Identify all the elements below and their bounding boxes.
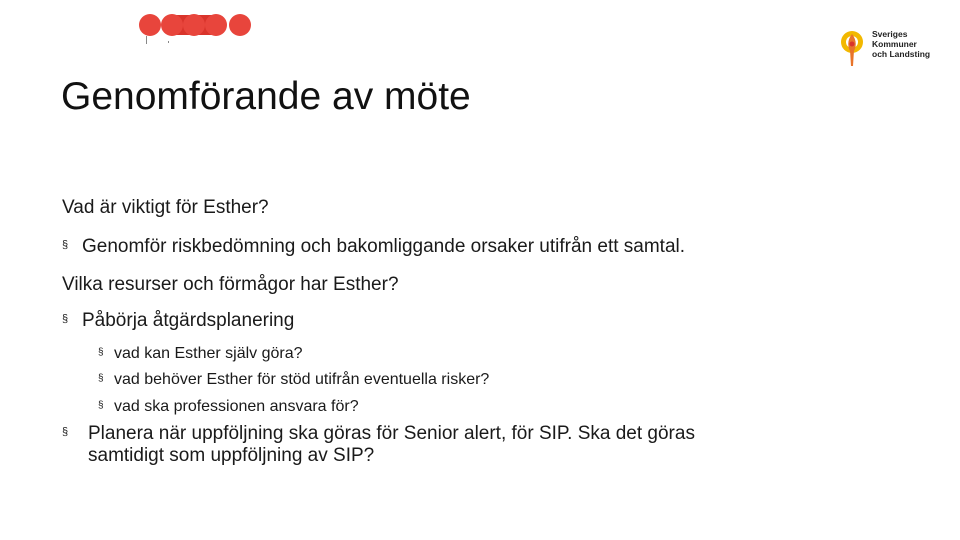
process-step-1 — [139, 14, 161, 36]
line-text: vad behöver Esther för stöd utifrån eventuella risker? — [114, 371, 490, 388]
bullet-line — [62, 310, 294, 332]
bullet-icon: § — [62, 313, 69, 325]
sub-bullet-line — [98, 345, 303, 363]
skl-logo — [838, 28, 938, 68]
process-diagram — [136, 4, 254, 46]
logo-name: Sveriges Kommuner och Landsting — [872, 29, 931, 59]
bullet-icon: § — [98, 400, 104, 411]
line-text: Påbörja åtgärdsplanering — [82, 310, 295, 331]
sub-bullet-line — [98, 398, 359, 416]
process-connector — [146, 36, 147, 44]
line-text: vad kan Esther själv göra? — [114, 345, 303, 362]
question-line — [62, 274, 399, 296]
bullet-line — [62, 236, 685, 258]
process-step-5 — [229, 14, 251, 36]
question-line — [62, 197, 269, 219]
bullet-icon: § — [62, 239, 69, 251]
process-connector — [168, 41, 169, 43]
line-text: Vilka resurser och förmågor har Esther? — [62, 274, 399, 295]
process-step-3 — [183, 14, 205, 36]
line-text: Genomför riskbedömning och bakomliggande orsaker utifrån ett samtal. — [82, 236, 686, 257]
process-step-4 — [205, 14, 227, 36]
page-title: Genomförande av möte — [61, 75, 471, 118]
logo-mark-icon — [838, 28, 868, 68]
line-text: Vad är viktigt för Esther? — [62, 197, 269, 218]
bullet-icon: § — [98, 347, 104, 358]
process-step-2 — [161, 14, 183, 36]
bullet-icon: § — [98, 373, 104, 384]
bullet-icon: § — [62, 426, 69, 438]
line-text: Planera när uppföljning ska göras för Senior alert, för SIP. Ska det göras samtidigt som uppföljning av SIP? — [88, 423, 695, 466]
sub-bullet-line — [98, 371, 489, 389]
line-text: vad ska professionen ansvara för? — [114, 398, 359, 415]
bullet-line — [62, 423, 822, 467]
